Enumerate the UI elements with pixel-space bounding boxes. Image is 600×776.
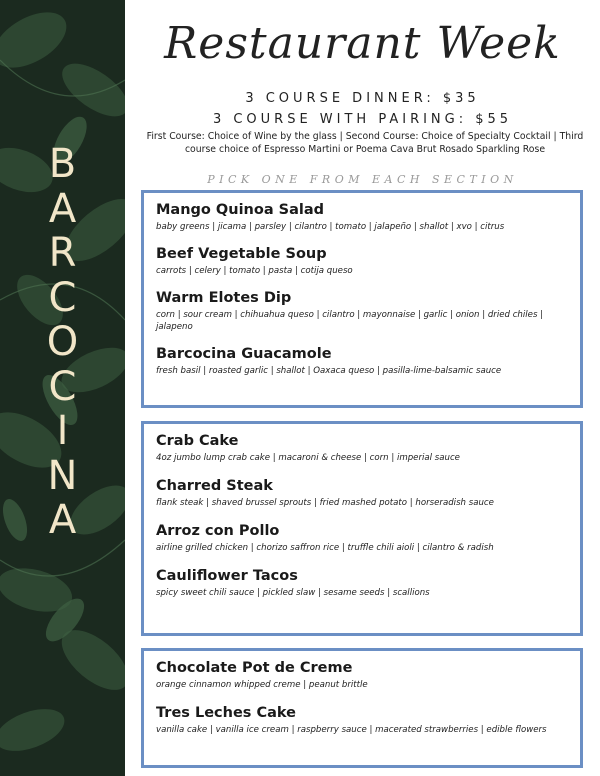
brand-letter: B: [48, 141, 77, 187]
brand-letter: O: [46, 319, 79, 365]
dish-name: Warm Elotes Dip: [156, 290, 292, 306]
brand-letter: I: [56, 408, 69, 454]
dish-name: Mango Quinoa Salad: [156, 202, 325, 218]
menu-item: [156, 345, 570, 377]
dish-description: vanilla cake | vanilla ice cream | raspberry sauce | macerated strawberries | edible flowers: [156, 725, 547, 735]
dish-description: orange cinnamon whipped creme | peanut brittle: [156, 680, 368, 690]
dish-name: Arroz con Pollo: [156, 523, 280, 539]
menu-item: [156, 432, 570, 464]
brand-letter: A: [48, 185, 77, 232]
page-title: Restaurant Week: [164, 18, 561, 69]
first-course-section: [141, 190, 583, 408]
dessert-section: [141, 648, 583, 768]
dish-name: Chocolate Pot de Creme: [156, 660, 353, 676]
brand-letter: R: [48, 230, 77, 276]
dish-name: Crab Cake: [156, 433, 239, 449]
menu-item: [156, 477, 570, 509]
menu-item: [156, 704, 570, 736]
dish-name: Tres Leches Cake: [156, 705, 296, 721]
dish-name: Beef Vegetable Soup: [156, 246, 327, 262]
brand-letter: A: [48, 497, 77, 543]
dish-description: baby greens | jicama | parsley | cilantro | tomato | jalapeño | shallot | xvo | citrus: [156, 222, 505, 232]
dish-description: airline grilled chicken | chorizo saffron rice | truffle chili aioli | cilantro & radish: [156, 543, 494, 553]
menu-item: [156, 522, 570, 554]
brand-wordmark: [0, 142, 125, 543]
brand-letter: N: [47, 452, 78, 499]
pairing-note: First Course: Choice of Wine by the glass | Second Course: Choice of Specialty Cocktail | Third course choice of Espresso Martini or Poema Cava Brut Rosado Sparkling Rose: [146, 131, 584, 155]
menu-item: [156, 245, 570, 277]
dish-description: flank steak | shaved brussel sprouts | fried mashed potato | horseradish sauce: [156, 498, 494, 508]
instruction-text: PICK ONE FROM EACH SECTION: [207, 173, 518, 186]
dish-description: carrots | celery | tomato | pasta | cotija queso: [156, 266, 353, 276]
dish-name: Cauliflower Tacos: [156, 568, 298, 584]
dish-name: Barcocina Guacamole: [156, 346, 332, 362]
menu-content: [125, 0, 600, 776]
pairing-price: 3 COURSE WITH PAIRING: $55: [212, 112, 513, 127]
brand-letter: C: [48, 363, 77, 410]
menu-item: [156, 659, 570, 691]
dish-description: corn | sour cream | chihuahua queso | cilantro | mayonnaise | garlic | onion | dried chiles | jalapeno: [156, 310, 544, 332]
dish-description: 4oz jumbo lump crab cake | macaroni & cheese | corn | imperial sauce: [156, 453, 460, 463]
menu-item: [156, 289, 570, 333]
second-course-section: [141, 421, 583, 636]
leaf-background-panel: [0, 0, 125, 776]
menu-item: [156, 567, 570, 599]
brand-letter: C: [48, 274, 77, 321]
dish-description: fresh basil | roasted garlic | shallot | Oaxaca queso | pasilla-lime-balsamic sauce: [156, 366, 502, 376]
dinner-price: 3 COURSE DINNER: $35: [245, 91, 480, 106]
dish-description: spicy sweet chili sauce | pickled slaw | sesame seeds | scallions: [156, 588, 430, 598]
menu-item: [156, 201, 570, 233]
dish-name: Charred Steak: [156, 478, 273, 494]
